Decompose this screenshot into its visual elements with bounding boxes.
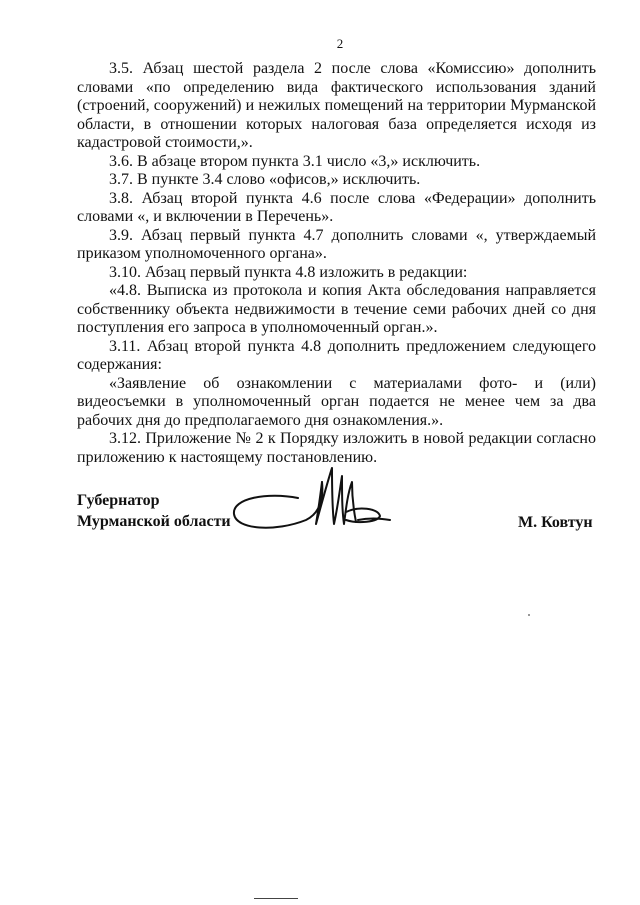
paragraph-3-10: 3.10. Абзац первый пункта 4.8 изложить в редакции: — [109, 263, 468, 281]
paragraph-3-8: 3.8. Абзац второй пункта 4.6 после слова «Федерации» дополнить словами «, и включении в Перечень». — [77, 189, 596, 225]
paragraph-3-5: 3.5. Абзац шестой раздела 2 после слова «Комиссию» дополнить словами «по определению вида фактического использования зданий (строений, сооружений) и нежилых помещений на территории Мурманской области, в отношении которых налоговая база определяется исходя из кадастровой стоимости,». — [77, 60, 596, 151]
paragraph-3-11: 3.11. Абзац второй пункта 4.8 дополнить предложением следующего содержания: — [77, 337, 596, 373]
paragraph-3-6: 3.6. В абзаце втором пункта 3.1 число «3,» исключить. — [109, 152, 481, 170]
paragraph-3-9: 3.9. Абзац первый пункта 4.7 дополнить словами «, утверждаемый приказом уполномоченного органа». — [77, 226, 596, 262]
position-title: Губернатор — [77, 492, 160, 509]
quote-4-8: «4.8. Выписка из протокола и копия Акта обследования направляется собственнику объекта недвижимости в течение семи рабочих дней со дня поступления его запроса в уполномоченный орган.». — [77, 282, 596, 336]
footer-rule — [254, 898, 298, 899]
paragraph-3-12: 3.12. Приложение № 2 к Порядку изложить в новой редакции согласно приложению к настоящему постановлению. — [77, 430, 596, 466]
document-body — [77, 60, 596, 467]
quote-statement: «Заявление об ознакомлении с материалами фото- и (или) видеосъемки в уполномоченный орган подается не менее чем за два рабочих дня до предполагаемого дня ознакомления.». — [77, 374, 596, 429]
signatory-name: М. Ковтун — [518, 514, 593, 531]
paragraph-3-7: 3.7. В пункте 3.4 слово «офисов,» исключить. — [109, 171, 421, 188]
handwritten-signature — [228, 462, 398, 540]
page-number: 2 — [336, 36, 344, 51]
signatory-position — [77, 490, 231, 532]
scan-speck — [528, 614, 530, 616]
position-region: Мурманской области — [77, 513, 231, 530]
